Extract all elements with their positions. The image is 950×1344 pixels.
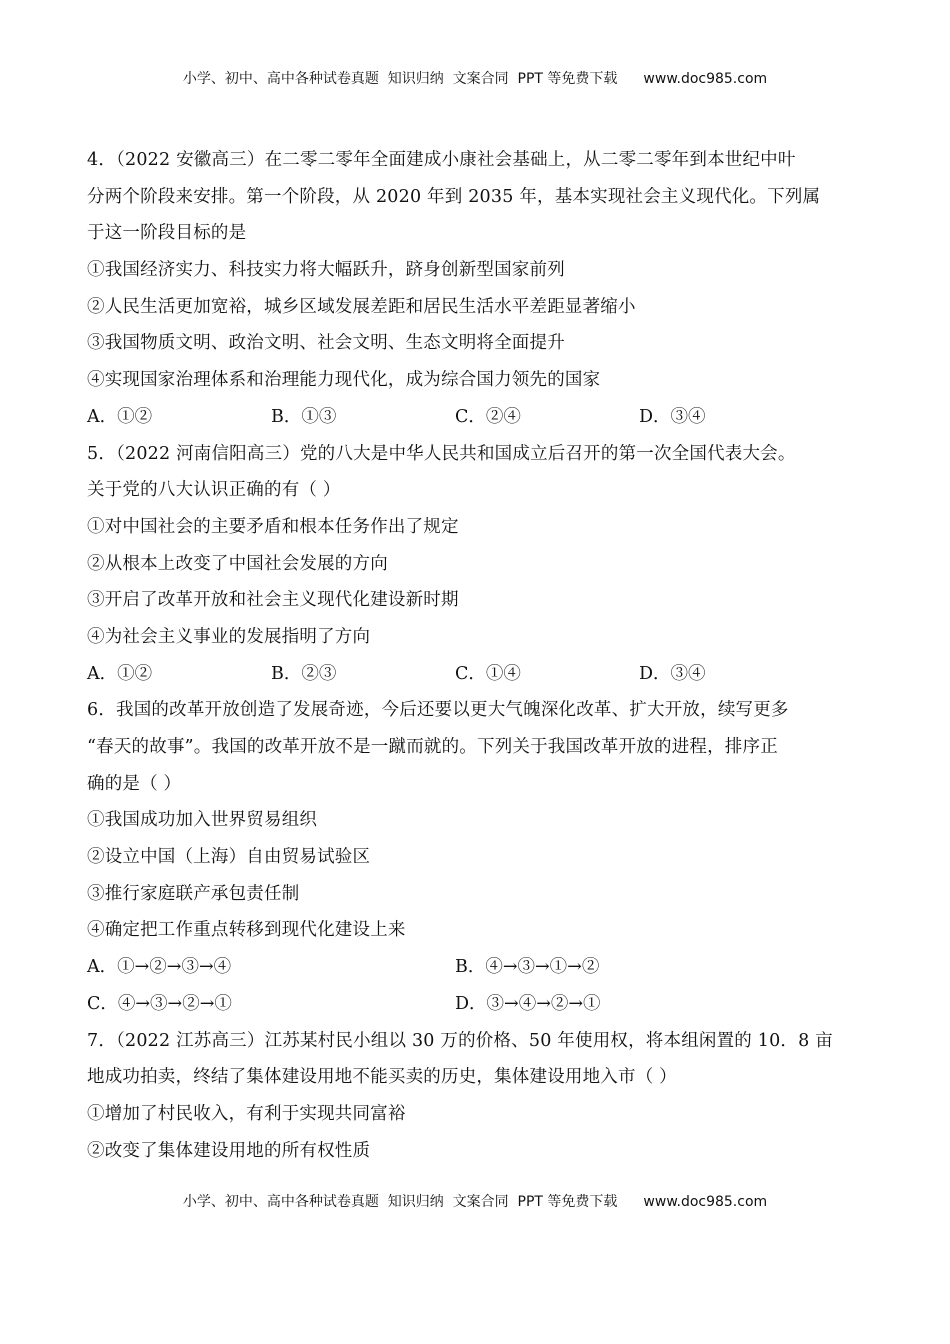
page-header [0,68,950,88]
question-stem-line: “春天的故事”。我国的改革开放不是一蹴而就的。下列关于我国改革开放的进程，排序正 [87,737,778,757]
question-stem-line: 7．（2022 江苏高三）江苏某村民小组以 30 万的价格、50 年使用权，将本组闲置的 10．8 亩 [87,1030,833,1051]
answer-options [87,949,872,986]
question-list [87,142,872,1169]
question-item: ④为社会主义事业的发展指明了方向 [87,626,371,647]
question-item: ①增加了村民收入，有利于实现共同富裕 [87,1103,406,1124]
footer-url[interactable]: www.doc985.com [643,1194,768,1210]
option-c: C．①④ [455,663,521,684]
footer-banner-text: 小学、初中、高中各种试卷真题 知识归纳 文案合同 PPT 等免费下载 [182,1194,618,1210]
option-b: B．①③ [271,406,337,427]
question-item: ①我国成功加入世界贸易组织 [87,810,318,831]
question-item: ③开启了改革开放和社会主义现代化建设新时期 [87,590,459,611]
question-item: ②人民生活更加宽裕，城乡区域发展差距和居民生活水平差距显著缩小 [87,296,636,317]
option-a: A．①② [87,663,153,684]
option-d: D．③④ [639,406,706,427]
question-item: ③推行家庭联产承包责任制 [87,883,300,904]
question-item: ④确定把工作重点转移到现代化建设上来 [87,920,406,941]
option-b: B．④→③→①→② [455,957,600,978]
question-5 [87,436,872,693]
question-stem-line: 6．我国的改革开放创造了发展奇迹，今后还要以更大气魄深化改革、扩大开放，续写更多 [87,700,789,721]
option-d: D．③→④→②→① [455,993,601,1014]
question-stem-line: 地成功拍卖，终结了集体建设用地不能买卖的历史，集体建设用地入市（ ） [87,1067,677,1088]
option-c: C．②④ [455,406,521,427]
answer-options [87,399,872,436]
page-footer [0,1191,950,1211]
option-b: B．②③ [271,663,337,684]
option-c: C．④→③→②→① [87,993,232,1014]
header-banner-text: 小学、初中、高中各种试卷真题 知识归纳 文案合同 PPT 等免费下载 [182,71,618,87]
answer-options [87,656,872,693]
question-stem-line: 确的是（ ） [87,773,182,794]
question-4 [87,142,872,436]
question-item: ③我国物质文明、政治文明、社会文明、生态文明将全面提升 [87,333,565,354]
question-stem-line: 5．（2022 河南信阳高三）党的八大是中华人民共和国成立后召开的第一次全国代表大会。 [87,443,796,464]
option-a: A．①② [87,406,153,427]
option-a: A．①→②→③→④ [87,957,232,978]
question-7 [87,1023,872,1170]
question-item: ④实现国家治理体系和治理能力现代化，成为综合国力领先的国家 [87,370,601,391]
question-stem-line: 分两个阶段来安排。第一个阶段，从 2020 年到 2035 年，基本实现社会主义现代化。下列属 [87,186,821,207]
question-item: ①我国经济实力、科技实力将大幅跃升，跻身创新型国家前列 [87,260,565,281]
option-d: D．③④ [639,663,706,684]
question-6 [87,692,872,1022]
question-item: ②从根本上改变了中国社会发展的方向 [87,553,388,574]
question-item: ①对中国社会的主要矛盾和根本任务作出了规定 [87,516,459,537]
question-stem-line: 关于党的八大认识正确的有（ ） [87,480,341,501]
answer-options [87,986,872,1023]
header-url[interactable]: www.doc985.com [643,71,768,87]
question-item: ②改变了集体建设用地的所有权性质 [87,1140,371,1161]
question-stem-line: 4．（2022 安徽高三）在二零二零年全面建成小康社会基础上，从二零二零年到本世纪中叶 [87,150,796,170]
question-stem-line: 于这一阶段目标的是 [87,223,247,244]
question-item: ②设立中国（上海）自由贸易试验区 [87,847,371,868]
